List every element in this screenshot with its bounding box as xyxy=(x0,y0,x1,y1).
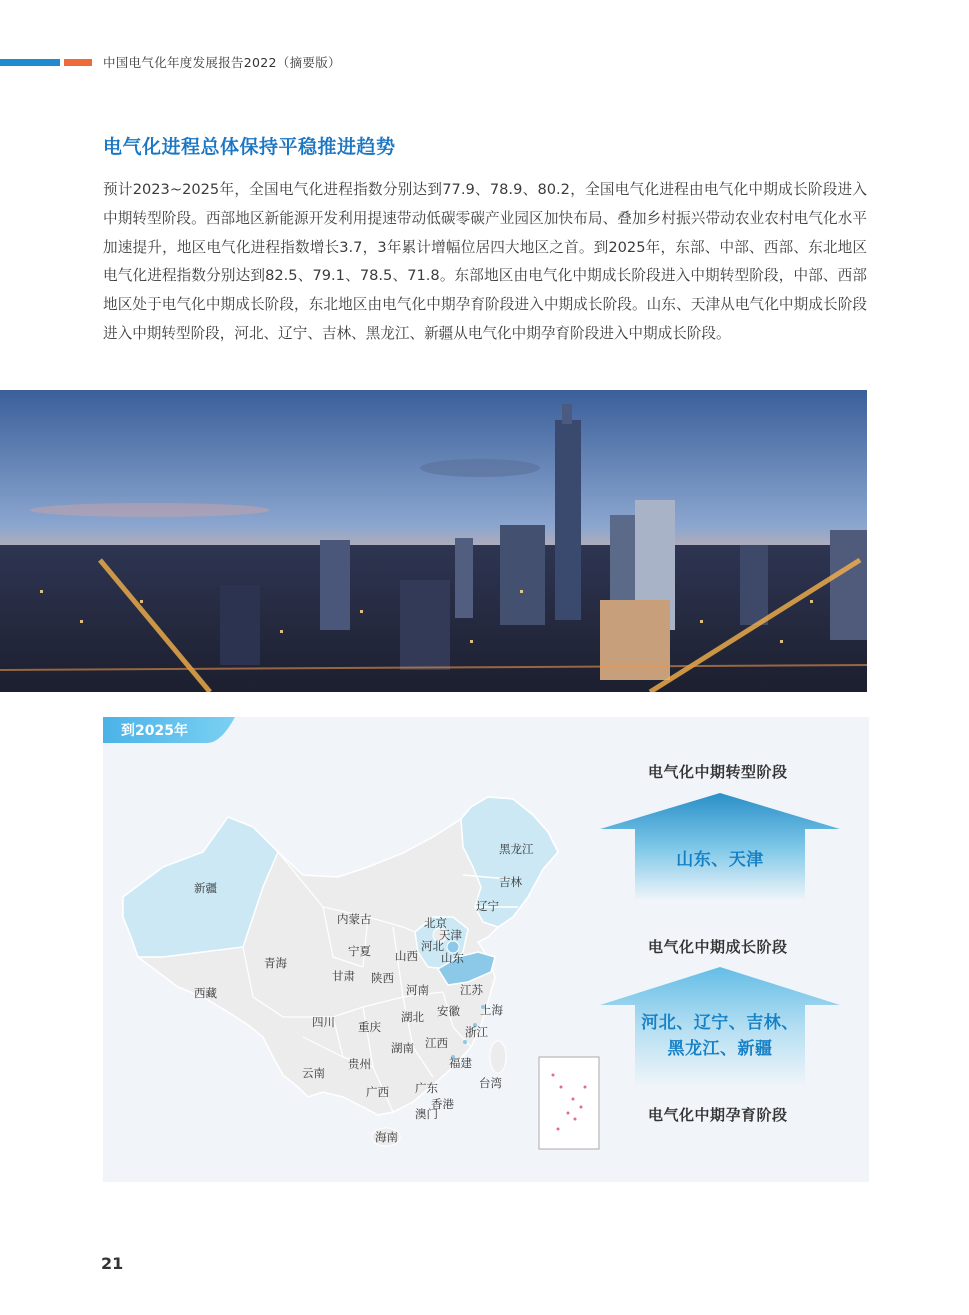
province-label: 辽宁 xyxy=(476,899,499,913)
province-label: 黑龙江 xyxy=(499,842,534,856)
province-label: 广东 xyxy=(415,1081,438,1095)
province-label: 山西 xyxy=(395,949,418,963)
arrow-bottom-text-line2: 黑龙江、新疆 xyxy=(667,1039,773,1059)
province-label: 上海 xyxy=(480,1003,503,1017)
body-paragraph: 预计2023~2025年，全国电气化进程指数分别达到77.9、78.9、80.2，全国电气化进程由电气化中期成长阶段进入中期转型阶段。西部地区新能源开发利用提速带动低碳零碳产业园区加快布局、叠加乡村振兴带动农业农村电气化水平加速提升，地区电气化进程指数增长3.7，3年累计增幅位居四大地区之首。到2025年，东部、中部、西部、东北地区电气化进程指数分别达到82.5、79.1、78.5、71.8。东部地区由电气化中期成长阶段进入中期转型阶段，中部、西部地区处于电气化中期成长阶段，东北地区由电气化中期孕育阶段进入中期成长阶段。山东、天津从电气化中期成长阶段进入中期转型阶段，河北、辽宁、吉林、黑龙江、新疆从电气化中期孕育阶段进入中期成长阶段。 xyxy=(103,181,867,342)
china-map-shape xyxy=(103,757,613,1177)
province-label: 云南 xyxy=(302,1066,325,1080)
city-skyline-icon xyxy=(0,390,867,692)
stage-figure-panel xyxy=(103,717,869,1182)
city-skyline-photo xyxy=(0,390,867,692)
province-label: 台湾 xyxy=(479,1076,502,1090)
province-label: 河北 xyxy=(421,939,444,953)
header-accent-bar-orange xyxy=(64,59,92,66)
province-label: 北京 xyxy=(424,916,447,930)
province-label: 安徽 xyxy=(437,1004,460,1018)
stage-label-growth: 电气化中期成长阶段 xyxy=(648,938,788,956)
province-label: 天津 xyxy=(439,928,462,942)
report-title: 中国电气化年度发展报告2022（摘要版） xyxy=(103,55,341,70)
province-label: 香港 xyxy=(431,1097,454,1111)
province-label: 吉林 xyxy=(499,875,522,889)
province-label: 甘肃 xyxy=(332,969,355,983)
province-label: 内蒙古 xyxy=(337,912,372,926)
province-label: 浙江 xyxy=(465,1025,488,1039)
province-label: 四川 xyxy=(312,1015,335,1029)
province-label: 广西 xyxy=(366,1085,389,1099)
province-label: 贵州 xyxy=(348,1057,371,1071)
section-title: 电气化进程总体保持平稳推进趋势 xyxy=(103,136,396,158)
figure-tag-label: 到2025年 xyxy=(121,723,188,739)
province-label: 青海 xyxy=(264,956,287,970)
header-accent-bar-blue xyxy=(0,59,60,66)
stage-label-incubation: 电气化中期孕育阶段 xyxy=(648,1106,788,1124)
province-label: 西藏 xyxy=(194,986,217,1000)
province-label: 宁夏 xyxy=(348,944,371,958)
arrow-bottom-text-line1: 河北、辽宁、吉林、 xyxy=(641,1013,799,1033)
province-label: 湖南 xyxy=(391,1041,414,1055)
province-label: 山东 xyxy=(441,951,464,965)
page-number: 21 xyxy=(101,1254,124,1273)
province-label: 新疆 xyxy=(194,881,217,895)
province-label: 江西 xyxy=(425,1036,448,1050)
arrow-top-text: 山东、天津 xyxy=(676,850,764,870)
province-label: 河南 xyxy=(406,983,429,997)
province-label: 福建 xyxy=(449,1056,472,1070)
province-label: 湖北 xyxy=(401,1010,424,1024)
stage-label-transition: 电气化中期转型阶段 xyxy=(648,763,788,781)
province-label: 江苏 xyxy=(460,983,483,997)
province-label: 澳门 xyxy=(415,1107,438,1121)
china-map xyxy=(103,757,613,1177)
province-label: 重庆 xyxy=(358,1020,381,1034)
province-label: 海南 xyxy=(375,1130,398,1144)
province-label: 陕西 xyxy=(371,971,394,985)
